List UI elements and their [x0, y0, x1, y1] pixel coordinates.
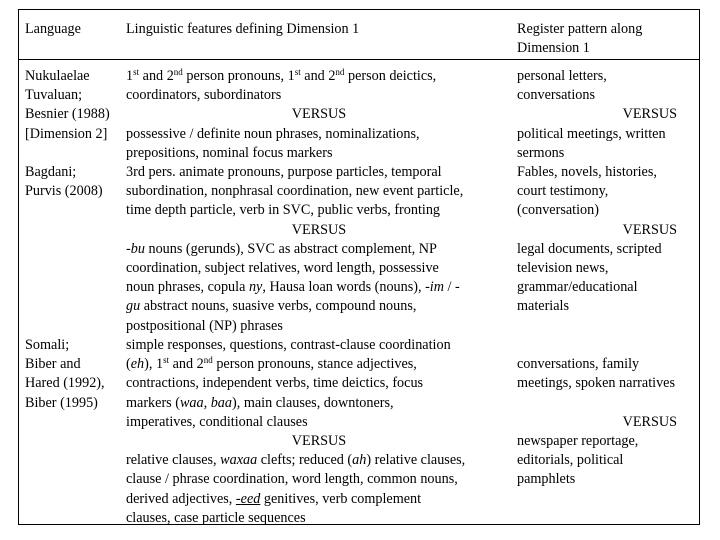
row3-features: simple responses, questions, contrast-clause coordination (eh), 1st and 2nd person pronouns, stance adjectives, contractions, independent verbs, time deictics, focus markers (waa, baa), main clauses, downtoners, imperatives, conditional clauses VERSUS relative clauses, waxaa clefts; reduced (ah) relative clauses, clause / phrase coordination, word length, common nouns, derived adjectives, -eed genitives, verb complement clauses, case particle sequences	[126, 336, 512, 528]
header-language: Language	[25, 21, 81, 37]
row3-register-versus: VERSUS	[622, 413, 677, 430]
row2-register-versus: VERSUS	[622, 221, 677, 238]
row1-versus: VERSUS	[291, 106, 347, 123]
linguistic-dimension-table	[18, 9, 700, 525]
row2-language: Bagdani; Purvis (2008)	[25, 164, 103, 200]
row1-register-versus: VERSUS	[622, 106, 677, 123]
row3-register: conversations, family meetings, spoken narratives VERSUS newspaper reportage, editorials, political pamphlets	[517, 355, 697, 489]
row3-language: Somali; Biber and Hared (1992), Biber (1995)	[25, 337, 105, 411]
row2-features-b-line4: gu abstract nouns, suasive verbs, compound nouns,	[126, 298, 417, 315]
row1-register: personal letters, conversations VERSUS political meetings, written sermons	[517, 67, 697, 163]
row1-features-a-line1: 1st and 2nd person pronouns, 1st and 2nd person deictics,	[126, 67, 437, 84]
row1-language: Nukulaelae Tuvaluan; Besnier (1988) [Dimension 2]	[25, 68, 110, 142]
row2-features-b-line3: noun phrases, copula ny, Hausa loan words (nouns), -im / -	[126, 279, 460, 296]
row3-versus: VERSUS	[291, 433, 347, 450]
row2-features: 3rd pers. animate pronouns, purpose particles, temporal subordination, nonphrasal coordination, new event particle, time depth particle, verb in SVC, public verbs, fronting VERSUS -bu nouns (gerunds), SVC as abstract complement, NP coordination, subject relatives, word length, possessive noun phrases, copula ny, Hausa loan words (nouns), -im / - gu abstract nouns, suasive verbs, compound nouns, postpositional (NP) phrases	[126, 163, 512, 336]
header-divider	[19, 59, 699, 60]
row3-features-b-line3: derived adjectives, -eed genitives, verb complement	[126, 490, 422, 507]
row2-register: Fables, novels, histories, court testimony, (conversation) VERSUS legal documents, scripted television news, grammar/educational materials	[517, 163, 697, 317]
header-register: Register pattern along Dimension 1	[517, 21, 643, 57]
row1-features: 1st and 2nd person pronouns, 1st and 2nd person deictics, coordinators, subordinators VERSUS possessive / definite noun phrases, nominalizations, prepositions, nominal focus markers	[126, 67, 512, 163]
row3-features-a-line4: markers (waa, baa), main clauses, downtoners,	[126, 394, 394, 411]
row2-versus: VERSUS	[291, 221, 347, 238]
row3-features-b-line1: relative clauses, waxaa clefts; reduced (ah) relative clauses,	[126, 452, 466, 469]
row2-features-b-line1: -bu nouns (gerunds), SVC as abstract complement, NP	[126, 240, 437, 257]
header-features: Linguistic features defining Dimension 1	[126, 21, 360, 37]
row3-features-a-line2: (eh), 1st and 2nd person pronouns, stance adjectives,	[126, 355, 417, 373]
